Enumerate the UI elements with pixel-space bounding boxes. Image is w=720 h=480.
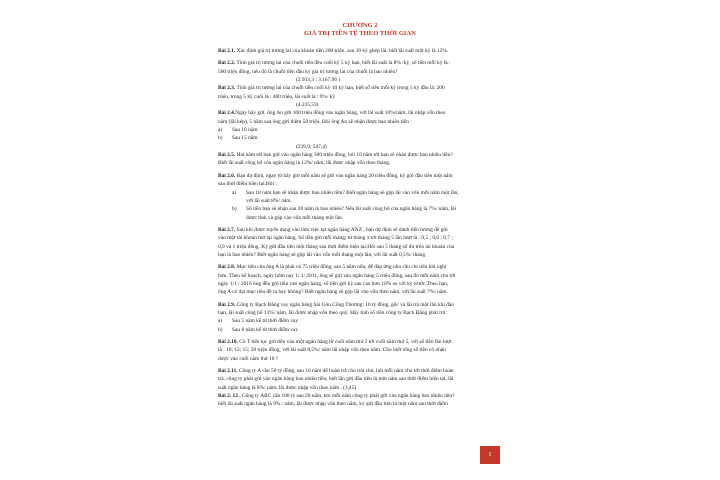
problem-text: ông A có đạt mục tiêu đề ra hay không? Biết ngân hàng sẽ gộp lãi vào vốn theo năm, với lãi suất 7%/ năm. [218,289,448,296]
problem-2-7 [218,226,510,234]
list-item: a) Sau 5 năm kể từ thời điểm vay [218,318,299,325]
document-body [218,47,510,409]
problem-label: Bài 2.8. [218,264,236,271]
problem-text: Tính giá trị tương lai của chuỗi tiền đều cuối kỳ 5 kỳ hạn, biết lãi suất là 8% /kỳ, số tiền mỗi kỳ là : [236,60,451,67]
problem-text: là : 10; 12; 15; 20 triệu đồng, với lãi suất 8,5%/ năm lãi nhập vốn theo năm. Cho biết tổng số tiền cô nhận [218,347,446,354]
list-item: b) Số tiền bạn sẽ nhận sau 20 năm là bao nhiêu? Nếu lãi suất công bố của ngân hàng là 7%/ năm, lãi [232,206,457,213]
problem-label: Bài 2.3. [218,85,236,92]
problem-label: Bài 2.9. [218,301,236,308]
problem-text: năm (lãi kép), 5 năm sau ông gửi thêm 50 triệu. Hỏi ông An sẽ nhận được bao nhiêu tiền : [218,118,412,125]
problem-text: Bạn dự định, ngay từ bây giờ mỗi năm sẽ gửi vào ngân hàng 20 triệu đồng, kỳ gửi đầu tiên một năm [236,172,453,179]
problem-2-3 [218,84,510,92]
problem-2-12 [218,392,510,400]
problem-answer: (2.933,3 ; 3.167,96 ) [296,77,341,84]
problem-label: Bài 2.7. [218,226,236,233]
page-number-badge: 1 [480,446,500,464]
problem-text: 500 triệu đồng, nếu đó là chuỗi tiền đầu kỳ giá trị tương lai của chuỗi là bao nhiêu? [218,68,398,75]
problem-text: hưu. Theo kế hoạch, ngày hôm nay 1/ 1/ 2011, ông sẽ gửi vào ngân hàng 5 triệu đồng, sau đó mỗi năm cho tới [218,272,456,279]
list-item: a) Sau 18 năm bạn sẽ nhận được bao nhiêu tiền? Biết ngân hàng sẽ gộp lãi vào vốn mỗi năm một lần, [232,189,459,196]
problem-text: Biết lãi suất công bố của ngân hàng là 12%/ năm, lãi được nhập vốn theo tháng. [218,160,391,167]
problem-text: Hai năm tới bạn gửi vào ngân hàng 300 triệu đồng, hỏi 10 năm tới bạn sẽ nhận được bao nhiêu tiền? [236,152,453,159]
problem-text: Tính giá trị tương lai của chuỗi tiền cuối kỳ 10 kỳ hạn, biết số tiền mỗi kỳ trong 5 kỳ đầu là: 200 [236,85,445,92]
problem-answer: (339,9; 547,4) [296,143,327,150]
problem-text: Ngày hãy gửi. ông An gửi 100 triệu đồng vào ngân hàng, với lãi suất 10%/năm, lãi nhập vốn theo [235,110,446,117]
problem-text: Mục tiêu của ông A là phải có 75 triệu đồng, sau 5 năm nữa, để đáp ứng nhu cầu chi tiêu khi nghỉ [236,264,447,271]
problem-text: suất ngân hàng là 8%/ năm, lãi được nhập vốn theo năm . (3,45) [218,384,357,391]
problem-text: sau thời điểm hiện tại.Hỏi ; [218,181,277,188]
problem-label: Bài 2.1. [218,48,236,54]
problem-2-9 [218,301,510,309]
list-item: a) Sau 10 năm [218,127,258,134]
problem-label: Bài 2.10. [218,339,238,345]
list-item: b) Sau 8 năm kể từ thời điểm vay [218,326,299,333]
problem-label: Bài 2.4. [218,110,236,117]
problem-answer: (4.235,53) [296,102,319,109]
problem-text: 0,9 và 1 triệu đồng. Kỳ gửi đầu tiên một tháng sau thời điểm hiện tại.Hỏi sau 5 tháng số dư trên tài khoản của [218,243,455,250]
problem-text: biết lãi suất ngân hàng là 9% / năm, lãi được nhập vốn theo năm, kỳ gửi đầu tiên là một năm sau thời điểm [218,401,448,408]
chapter-title: GIÁ TRỊ TIỀN TỆ THEO THỜI GIAN [304,30,416,37]
problem-text: được vào cuối năm thứ 10 ? [218,355,279,362]
problem-label: Bài 2.11. [218,368,238,375]
list-item: với lãi suất 8%/ năm. [246,197,292,204]
list-item: b) Sau 15 năm [218,135,258,142]
problem-2-2 [218,59,510,67]
problem-text: ngày 1/1 / 2016 ông đều gửi tiền vào ngân hàng, số tiền gửi kỳ sau cao hơn 10% so với kỳ trước.Theo bạn, [218,280,449,287]
problem-text: trả, công ty phải gửi vào ngân hàng bao nhiêu tiền, biết lần gửi đầu tiên là một năm sau thời điểm hiện tại, lãi [218,376,454,383]
problem-text: Xác định giá trị tương lai của khoản tiền 200 triệu. sau 10 kỳ ghép lãi, biết lãi suất một kỳ là 12%. [236,48,449,54]
problem-label: Bài 2.2. [218,60,236,67]
problem-text: triệu, trong 5 kỳ cuối là : 400 triệu, lãi suất là : 9%/ kỳ [218,93,336,100]
problem-text: bạn là bao nhiêu? Biết ngân hàng sẽ gộp lãi vào vốn mỗi tháng một lần, với lãi suất 0,5%/ tháng. [218,251,427,258]
problem-text: vào một tài khoản mở tại ngân hàng. Số tiền gửi mỗi tháng, từ tháng 1 tới tháng 5 lần lượt là : 0,5 ; 0,6 ; 0,7 ; [218,235,453,242]
problem-text: Cô T tiến tục gửi tiền vào một ngân hàng từ cuối năm thứ 2 tới cuối năm thứ 5, với số tiền lần lượt [239,339,452,345]
problem-2-5 [218,151,510,159]
problem-text: hạn, lãi suất công bố 13%/ năm, lãi được nhập vốn theo quý. Hãy tính số tiền công ty Bạch Đằng phải trả : [218,309,448,316]
problem-2-6 [218,172,510,180]
problem-2-11 [218,367,510,375]
problem-2-10 [218,338,510,346]
problem-text: Công ty ABC cần 100 tỷ sau 20 năm, hỏi mỗi năm công ty phải gửi vào ngân hàng bao nhiêu tiền? [241,393,455,400]
problem-2-8 [218,263,510,271]
list-item: được tính và gộp vào vốn mỗi tháng một lần. [246,214,344,221]
problem-2-4 [218,109,510,117]
problem-text: Công ty Bạch Đằng vay ngân hàng Sài Gòn Công Thương: 10 tỷ đồng, gốc và lãi trả một lần khi đáo [236,301,454,308]
problem-2-1 [218,47,510,55]
problem-text: Công ty A cần 50 tỷ đồng, sau 10 năm để hoàn trả cho trái chủ, hỏi mỗi năm cho tới thời điểm hoàn [238,368,454,375]
problem-label: Bài 2.6. [218,172,236,179]
chapter-heading: CHƯƠNG 2 [342,22,378,29]
problem-text: Sau khi được tuyển dụng vào làm việc tại ngân hàng ANZ , bạn dự định sẽ dành tiền lương để gửi [236,226,448,233]
problem-label: Bài 2. 12 . [218,393,241,400]
problem-label: Bài 2.5. [218,152,236,159]
